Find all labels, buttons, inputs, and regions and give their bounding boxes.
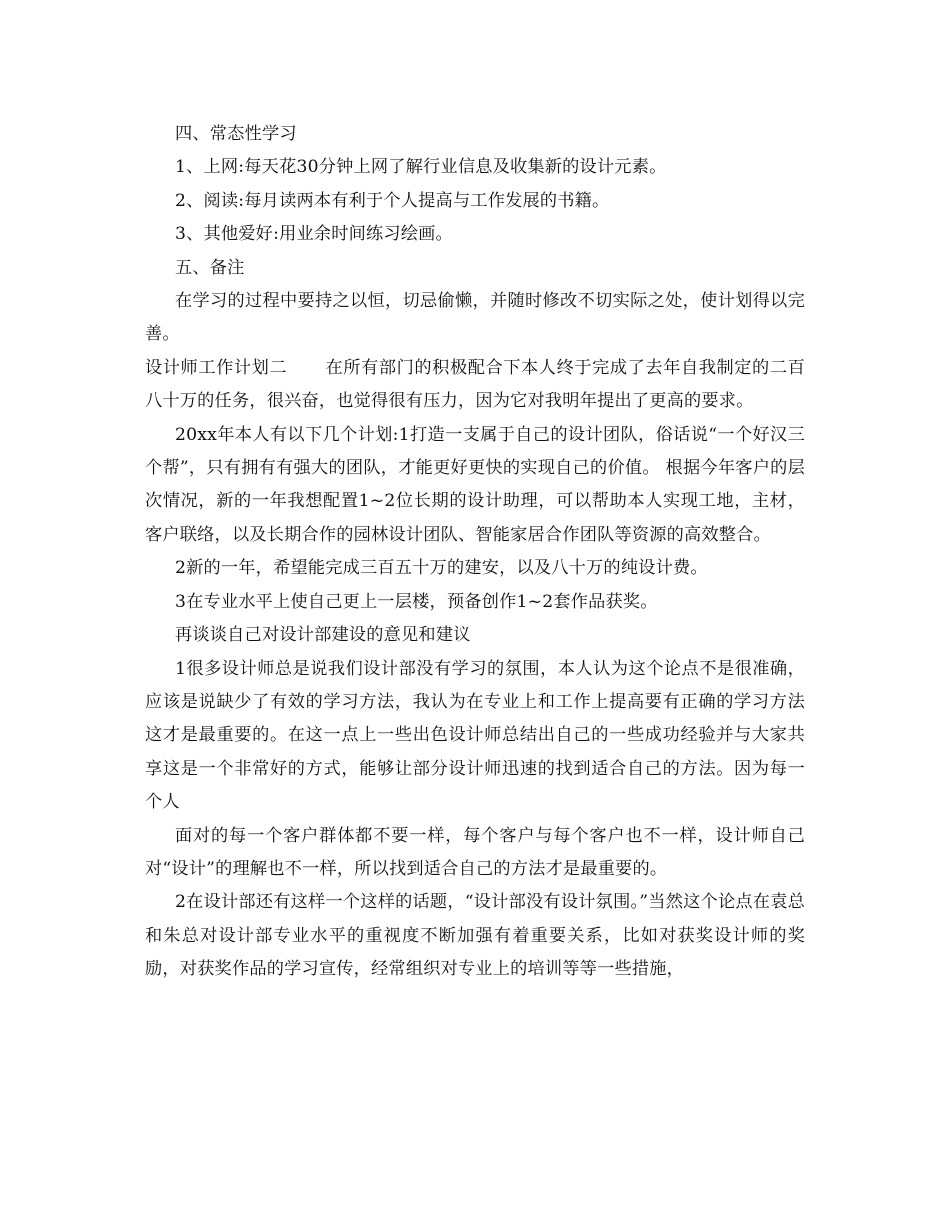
- section-heading-notes: 五、备注: [175, 257, 245, 278]
- plan-two-intro: 在所有部门的积极配合下本人终于完成了去年自我制定的二百八十万的任务，很兴奋，也觉得很有压力，因为它对我明年提出了更高的要求。: [145, 357, 805, 412]
- list-item-reading: 2、阅读:每月读两本有利于个人提高与工作发展的书籍。: [175, 190, 610, 211]
- plan-two-title: 设计师工作计划二: [145, 357, 288, 378]
- list-item-hobby: 3、其他爱好:用业余时间练习绘画。: [175, 224, 453, 245]
- list-item-internet: 1、上网:每天花30分钟上网了解行业信息及收集新的设计元素。: [175, 157, 667, 178]
- plan-two-paragraph: [145, 352, 805, 419]
- notes-paragraph: 在学习的过程中要持之以恒，切忌偷懒，并随时修改不切实际之处，使计划得以完善。: [145, 291, 805, 345]
- document-page: [145, 118, 805, 987]
- opinion-heading: 再谈谈自己对设计部建设的意见和建议: [175, 625, 471, 646]
- section-heading-study: 四、常态性学习: [175, 124, 297, 144]
- opinion-paragraph-2: 2在设计部还有这样一个这样的话题，“设计部没有设计氛围。”当然这个论点在袁总和朱总对设计部专业水平的重视度不断加强有着重要关系，比如对获奖设计师的奖励，对获奖作品的学习宣传，经常组织对专业上的培训等等一些措施，: [145, 892, 805, 980]
- opinion-paragraph-1-continued: 面对的每一个客户群体都不要一样，每个客户与每个客户也不一样，设计师自己对“设计”的理解也不一样，所以找到适合自己的方法才是最重要的。: [145, 825, 805, 879]
- plan-item-3: 3在专业水平上使自己更上一层楼，预备创作1~2套作品获奖。: [175, 591, 658, 612]
- opinion-paragraph-1: 1很多设计师总是说我们设计部没有学习的氛围，本人认为这个论点不是很准确，应该是说缺少了有效的学习方法，我认为在专业上和工作上提高要有正确的学习方法这才是最重要的。在这一点上一些出色设计师总结出自己的一些成功经验并与大家共享这是一个非常好的方式，能够让部分设计师迅速的找到适合自己的方法。因为每一个人: [145, 658, 805, 813]
- plan-list-paragraph: 20xx年本人有以下几个计划:1打造一支属于自己的设计团队，俗话说“一个好汉三个帮”，只有拥有有强大的团队，才能更好更快的实现自己的价值。 根据今年客户的层次情况，新的一年我想配置1~2位长期的设计助理，可以帮助本人实现工地，主材，客户联络，以及长期合作的园林设计团队、智能家居合作团队等资源的高效整合。: [145, 424, 805, 545]
- plan-item-2: 2新的一年，希望能完成三百五十万的建安，以及八十万的纯设计费。: [175, 558, 708, 579]
